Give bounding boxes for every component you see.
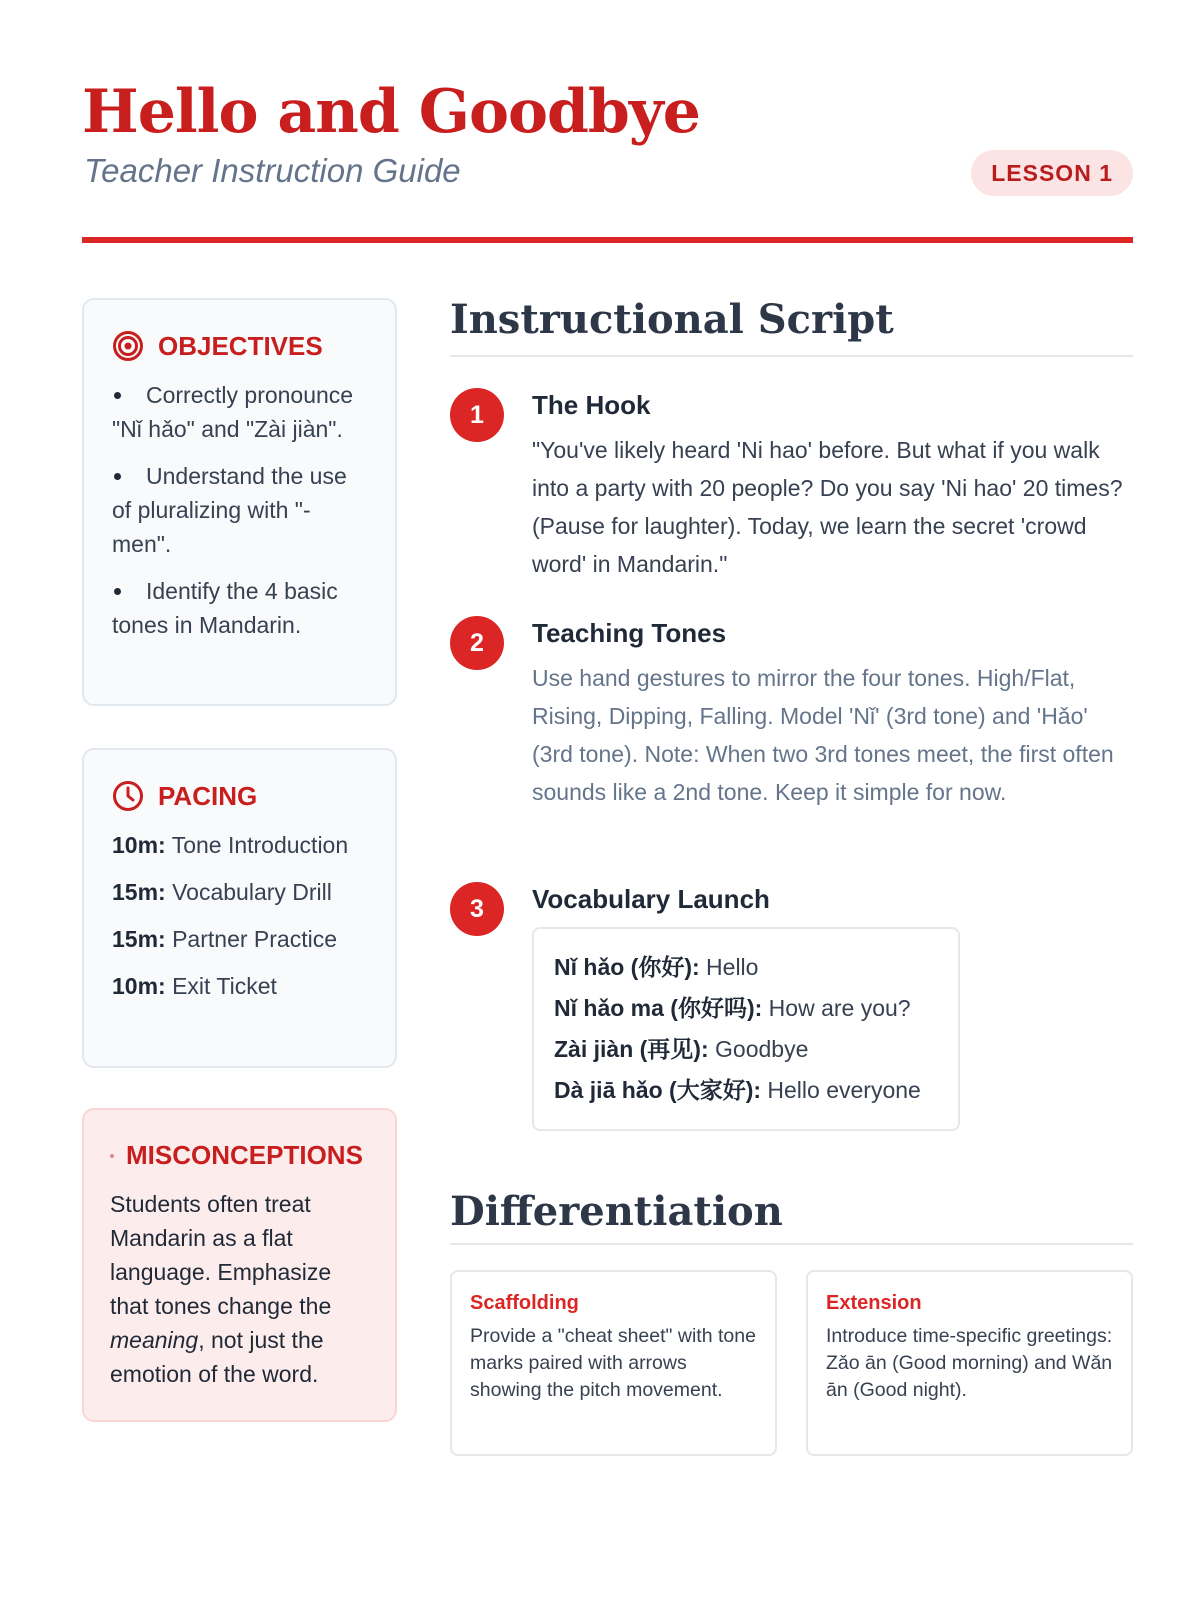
scaffolding-title: Scaffolding	[470, 1292, 579, 1314]
objectives-card	[82, 298, 397, 706]
step-body	[532, 390, 1133, 583]
page-title: Hello and Goodbye	[82, 77, 700, 147]
script-divider	[450, 355, 1133, 357]
scaffolding-text: Provide a "cheat sheet" with tone marks paired with arrows showing the pitch movement.	[470, 1325, 756, 1401]
header-divider	[82, 237, 1133, 243]
misconceptions-text	[110, 1187, 369, 1391]
step-title: Vocabulary Launch	[532, 884, 770, 914]
lesson-page	[82, 0, 1133, 1600]
vocab-term: Zài jiàn (再见):	[554, 1036, 709, 1062]
pacing-row	[112, 828, 369, 862]
vocab-term: Dà jiā hǎo (大家好):	[554, 1077, 762, 1103]
pacing-header	[112, 780, 369, 812]
scaffolding-card	[450, 1270, 777, 1456]
step-title: Teaching Tones	[532, 618, 727, 648]
vocabulary-box	[532, 927, 960, 1131]
objective-item: Correctly pronounce "Nǐ hǎo" and "Zài jiàn".	[112, 378, 369, 446]
pacing-row	[112, 922, 369, 956]
clock-icon	[112, 780, 144, 812]
pacing-activity: Vocabulary Drill	[172, 879, 332, 905]
misconceptions-emphasis: meaning	[110, 1327, 199, 1353]
bullet-dot-icon	[110, 1154, 114, 1158]
objective-item: Understand the use of pluralizing with "-men".	[112, 459, 369, 561]
step-text: Use hand gestures to mirror the four tones. High/Flat, Rising, Dipping, Falling. Model 'Nǐ' (3rd tone) and 'Hǎo' (3rd tone). Note: When two 3rd tones meet, the first often sounds like a 2nd tone. Keep it simple for now.	[532, 665, 1114, 805]
target-icon	[112, 330, 144, 362]
script-section-title: Instructional Script	[450, 296, 894, 343]
vocab-meaning: Hello everyone	[767, 1077, 921, 1103]
differentiation-divider	[450, 1243, 1133, 1245]
step-number-badge: 2	[450, 616, 504, 670]
script-step	[450, 882, 1133, 1132]
script-step	[450, 616, 1133, 856]
step-body	[532, 618, 1133, 811]
vocab-term: Nǐ hǎo ma (你好吗):	[554, 995, 763, 1021]
vocab-row	[554, 1070, 958, 1111]
lesson-badge: LESSON 1	[971, 150, 1133, 196]
pacing-row	[112, 875, 369, 909]
extension-text: Introduce time-specific greetings: Zǎo ān (Good morning) and Wǎn ān (Good night).	[826, 1325, 1113, 1401]
step-text: "You've likely heard 'Ni hao' before. But what if you walk into a party with 20 people? Do you say 'Ni hao' 20 times? (Pause for laughter). Today, we learn the secret 'crowd word' in Mandarin."	[532, 437, 1123, 577]
vocab-meaning: Goodbye	[715, 1036, 809, 1062]
vocab-row	[554, 1029, 958, 1070]
pacing-activity: Exit Ticket	[172, 973, 277, 999]
step-title: The Hook	[532, 390, 651, 420]
step-body	[532, 884, 1133, 1131]
vocab-meaning: Hello	[706, 954, 759, 980]
extension-card	[806, 1270, 1133, 1456]
pacing-time: 10m:	[112, 973, 166, 999]
pacing-activity: Tone Introduction	[171, 832, 349, 858]
differentiation-section-title: Differentiation	[450, 1188, 783, 1235]
misconceptions-text-part: Students often treat Mandarin as a flat language. Emphasize that tones change the	[110, 1191, 332, 1319]
vocab-meaning: How are you?	[768, 995, 911, 1021]
step-number-badge: 1	[450, 388, 504, 442]
objectives-list	[112, 378, 369, 642]
vocab-row	[554, 947, 958, 988]
pacing-card	[82, 748, 397, 1068]
pacing-title: PACING	[158, 780, 258, 811]
script-step	[450, 388, 1133, 588]
vocab-row	[554, 988, 958, 1029]
objectives-header	[112, 330, 369, 362]
misconceptions-header	[110, 1140, 369, 1171]
page-subtitle: Teacher Instruction Guide	[84, 152, 461, 189]
pacing-time: 15m:	[112, 926, 166, 952]
extension-title: Extension	[826, 1292, 922, 1314]
misconceptions-title: MISCONCEPTIONS	[126, 1140, 363, 1170]
pacing-activity: Partner Practice	[172, 926, 337, 952]
misconceptions-card	[82, 1108, 397, 1422]
misconceptions-text-part: , not just the emotion of the word.	[110, 1327, 324, 1387]
vocab-term: Nǐ hǎo (你好):	[554, 954, 700, 980]
objectives-title: OBJECTIVES	[158, 330, 323, 361]
step-number-badge: 3	[450, 882, 504, 936]
objective-item: Identify the 4 basic tones in Mandarin.	[112, 574, 369, 642]
pacing-row	[112, 969, 369, 1003]
pacing-time: 15m:	[112, 879, 166, 905]
pacing-time: 10m:	[112, 832, 166, 858]
